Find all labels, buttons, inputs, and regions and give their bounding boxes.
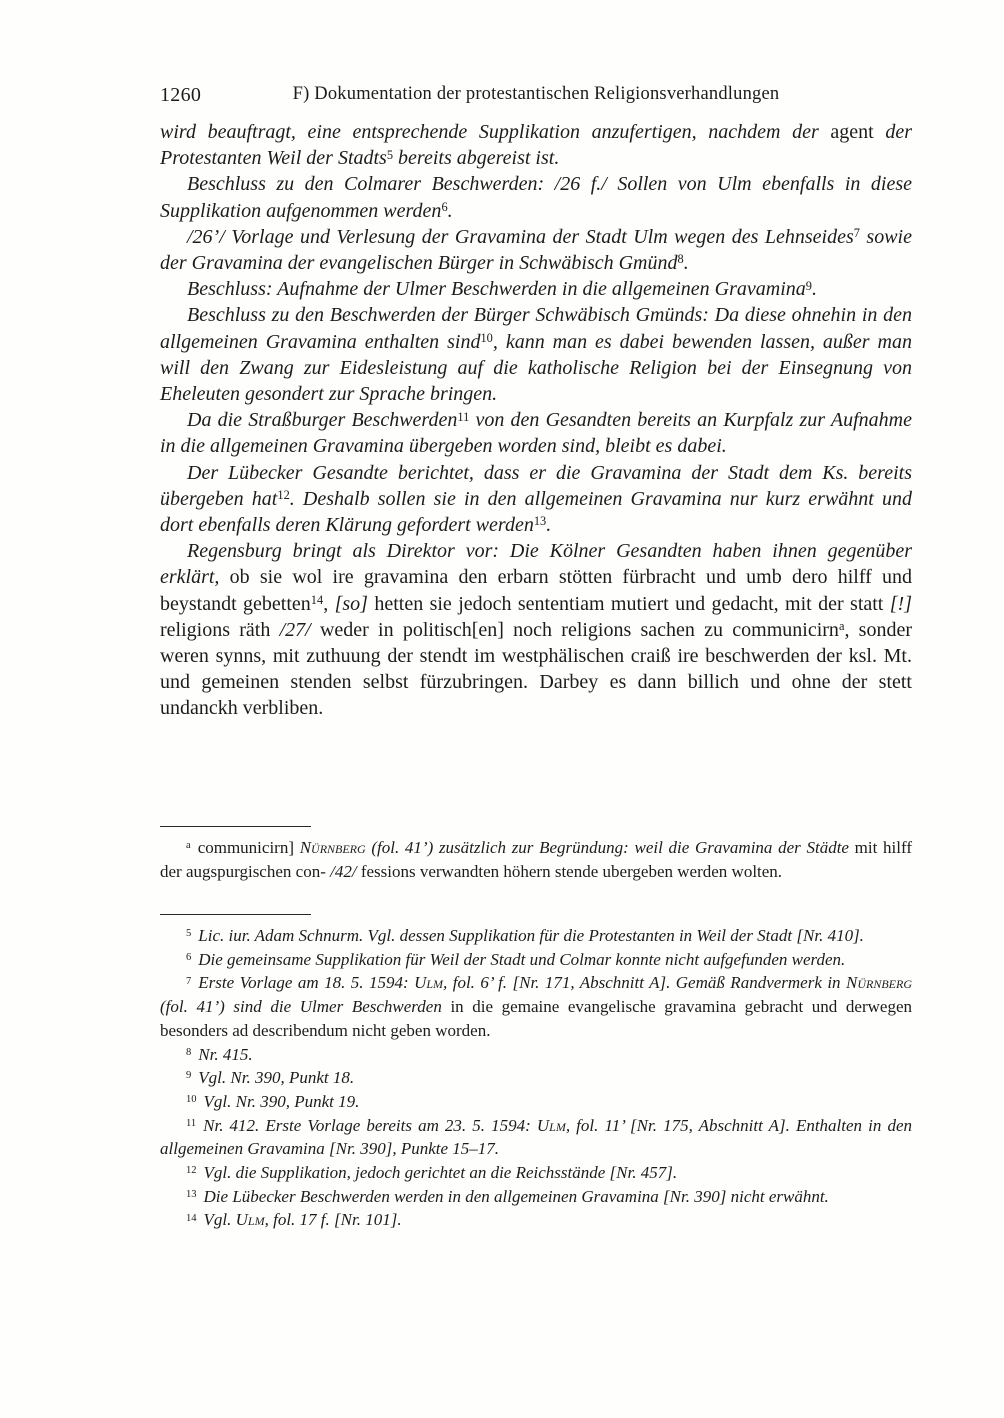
body-paragraph bbox=[160, 460, 912, 539]
text-run: [so] bbox=[334, 592, 368, 615]
text-run: , sonder weren synns, mit zuthuung der stendt im westphälischen craiß ire beschwerden der ksl. Mt. und gemeinen stenden selbst fürzubringen. Darbey es dann billich und ohne der stett undanckh verbliben. bbox=[160, 618, 912, 720]
page-header bbox=[160, 84, 912, 110]
text-run: /26’/ Vorlage und Verlesung der Gravamina der Stadt Ulm wegen des Lehnseides bbox=[187, 225, 854, 248]
footnote-marker: 14 bbox=[186, 1212, 197, 1224]
footnote bbox=[160, 1090, 912, 1114]
footnotes-section bbox=[160, 914, 912, 1232]
footnote bbox=[160, 924, 912, 948]
footnote bbox=[160, 971, 912, 1042]
footnote bbox=[160, 1185, 912, 1209]
footnote-marker: 13 bbox=[186, 1189, 197, 1200]
text-run: bereits abgereist ist. bbox=[393, 147, 560, 170]
text-run: (fol. 41’) sind die Ulmer Beschwerden bbox=[160, 997, 451, 1017]
text-run: , fol. 11’ [Nr. 175, Abschnitt A]. Enthalten in den allgemeinen Gravamina [Nr. 390], Punkte 15–17. bbox=[160, 1115, 912, 1159]
text-run: , fol. 17 f. [Nr. 101]. bbox=[264, 1210, 402, 1230]
text-run: Die Lübecker Beschwerden werden in den allgemeinen Gravamina [Nr. 390] nicht erwähnt. bbox=[203, 1186, 829, 1206]
footnote-marker: 10 bbox=[186, 1094, 197, 1106]
text-run: , fol. 6’ f. [Nr. 171, Abschnitt A]. Gemäß Randvermerk in bbox=[443, 973, 846, 993]
text-run: Beschluss: Aufnahme der Ulmer Beschwerden in die allgemeinen Gravamina bbox=[187, 278, 806, 301]
footnote-marker: 12 bbox=[186, 1165, 197, 1177]
footnote bbox=[160, 1043, 912, 1067]
text-run: /42/ bbox=[330, 861, 361, 881]
footnote bbox=[160, 1208, 912, 1232]
apparatus-separator-rule bbox=[160, 826, 311, 827]
text-run: ob sie wol ire gravamina den erbarn stötten fürbracht und umb dero hilff und beystandt gebetten bbox=[160, 566, 912, 615]
footnote bbox=[160, 1161, 912, 1185]
apparatus-section bbox=[160, 826, 912, 883]
text-run: . bbox=[447, 199, 453, 222]
footnote-marker: 9 bbox=[186, 1070, 192, 1082]
footnote-marker: 6 bbox=[186, 951, 192, 963]
text-run: Lic. iur. Adam Schnurm. Vgl. dessen Supplikation für die Protestanten in Weil der Stadt [Nr. 410]. bbox=[198, 926, 864, 945]
apparatus-notes bbox=[160, 836, 912, 883]
text-run: . bbox=[683, 252, 689, 275]
footnote-separator-rule bbox=[160, 914, 311, 915]
footnote-marker: 8 bbox=[186, 1046, 192, 1058]
text-run: . bbox=[546, 514, 552, 537]
text-run: Ulm bbox=[536, 1115, 566, 1135]
text-run: , bbox=[323, 592, 335, 615]
text-run: Nürnberg bbox=[845, 973, 912, 993]
footnote-marker: a bbox=[186, 840, 191, 852]
body-paragraph bbox=[160, 276, 912, 302]
footnote-reference: 8 bbox=[677, 252, 684, 267]
text-run: Der Lübecker Gesandte berichtet, dass er die Gravamina der Stadt dem Ks. bereits übergeben hat bbox=[160, 461, 912, 510]
body-paragraph bbox=[160, 119, 912, 171]
text-run: wird beauftragt, eine entsprechende Supplikation anzufertigen, nachdem der bbox=[160, 121, 831, 143]
text-run: . Deshalb sollen sie in den allgemeinen Gravamina nur kurz erwähnt und dort ebenfalls deren Klärung gefordert werden bbox=[160, 487, 912, 537]
footnote-reference: 11 bbox=[457, 409, 470, 424]
running-header-title: F) Dokumentation der protestantischen Religionsverhandlungen bbox=[292, 84, 780, 104]
text-run: (fol. 41’) zusätzlich zur Begründung: weil die Gravamina der Städte bbox=[365, 838, 855, 857]
footnote bbox=[160, 1114, 912, 1161]
footnote-reference: 5 bbox=[386, 147, 394, 162]
text-run: Vgl. die Supplikation, jedoch gerichtet an die Reichsstände [Nr. 457]. bbox=[203, 1163, 678, 1183]
text-run: sowie der Gravamina der evangelischen Bürger in Schwäbisch Gmünd bbox=[160, 225, 912, 275]
footnote-reference: 6 bbox=[441, 200, 448, 215]
text-run: weder in politisch[en] noch religions sachen zu communicirn bbox=[319, 618, 839, 641]
text-run: Regensburg bringt als Direktor vor: Die Kölner Gesandten haben ihnen gegenüber erklärt, bbox=[160, 540, 912, 589]
footnote-marker: 11 bbox=[186, 1117, 197, 1129]
text-run: Vgl. Nr. 390, Punkt 19. bbox=[203, 1091, 360, 1111]
body-paragraph bbox=[160, 407, 912, 459]
text-run: Beschluss zu den Beschwerden der Bürger Schwäbisch Gmünds: Da diese ohnehin in den allgemeinen Gravamina enthalten sind bbox=[160, 304, 912, 353]
text-run: Die gemeinsame Supplikation für Weil der Stadt und Colmar konnte nicht aufgefunden werden. bbox=[198, 949, 846, 969]
text-run: mit hilff der augspurgischen con- bbox=[160, 838, 912, 881]
text-run: [!] bbox=[889, 592, 912, 615]
apparatus-note bbox=[160, 836, 912, 883]
footnote-reference: 14 bbox=[310, 593, 324, 608]
footnote-reference: 12 bbox=[277, 488, 290, 503]
text-run: Ulm bbox=[414, 973, 444, 993]
footnote-reference: a bbox=[838, 619, 845, 634]
body-text bbox=[160, 119, 912, 722]
text-run: fessions verwandten höhern stende ubergeben werden wolten. bbox=[360, 861, 783, 881]
text-run: Nürnberg bbox=[299, 838, 366, 857]
body-paragraph bbox=[160, 538, 912, 721]
text-run: agent bbox=[830, 121, 886, 143]
footnote bbox=[160, 1066, 912, 1090]
footnote-reference: 13 bbox=[533, 514, 547, 529]
text-run: hetten sie jedoch sententiam mutiert und gedacht, mit der statt bbox=[367, 592, 890, 615]
footnote-reference: 7 bbox=[853, 226, 860, 241]
text-run: Nr. 412. Erste Vorlage bereits am 23. 5. 1594: bbox=[203, 1115, 537, 1135]
body-paragraph bbox=[160, 171, 912, 223]
text-run: Da die Straßburger Beschwerden bbox=[187, 409, 458, 432]
text-run: Ulm bbox=[235, 1210, 265, 1230]
text-run: Erste Vorlage am 18. 5. 1594: bbox=[198, 973, 415, 993]
page-number: 1260 bbox=[160, 84, 202, 106]
text-run: Vgl. bbox=[203, 1210, 236, 1230]
footnote bbox=[160, 948, 912, 972]
footnote-reference: 10 bbox=[480, 331, 493, 346]
footnote-marker: 7 bbox=[186, 975, 192, 987]
text-run: religions räth bbox=[160, 618, 280, 641]
text-run: Nr. 415. bbox=[198, 1044, 253, 1064]
text-run: , kann man es dabei bewenden lassen, außer man will den Zwang zur Eidesleistung auf die katholische Religion bei der Einsegnung von Eheleuten gesondert zur Sprache bringen. bbox=[160, 330, 912, 406]
text-run: communicirn] bbox=[197, 838, 300, 857]
footnote-reference: 9 bbox=[805, 278, 812, 293]
text-run: /27/ bbox=[279, 618, 320, 641]
text-run: der Protestanten Weil der Stadts bbox=[160, 121, 913, 170]
footnote-marker: 5 bbox=[186, 928, 192, 940]
body-paragraph bbox=[160, 224, 912, 276]
text-run: . bbox=[811, 278, 817, 301]
footnotes bbox=[160, 924, 912, 1232]
text-run: in die gemaine evangelische gravamina gebracht und derwegen besonders ad describendum nicht geben worden. bbox=[160, 997, 912, 1040]
text-run: Beschluss zu den Colmarer Beschwerden: /26 f./ Sollen von Ulm ebenfalls in diese Supplikation aufgenommen werden bbox=[160, 173, 912, 222]
body-paragraph bbox=[160, 302, 912, 407]
text-run: Vgl. Nr. 390, Punkt 18. bbox=[198, 1068, 355, 1088]
text-run: von den Gesandten bereits an Kurpfalz zur Aufnahme in die allgemeinen Gravamina übergeben worden sind, bleibt es dabei. bbox=[160, 409, 912, 458]
